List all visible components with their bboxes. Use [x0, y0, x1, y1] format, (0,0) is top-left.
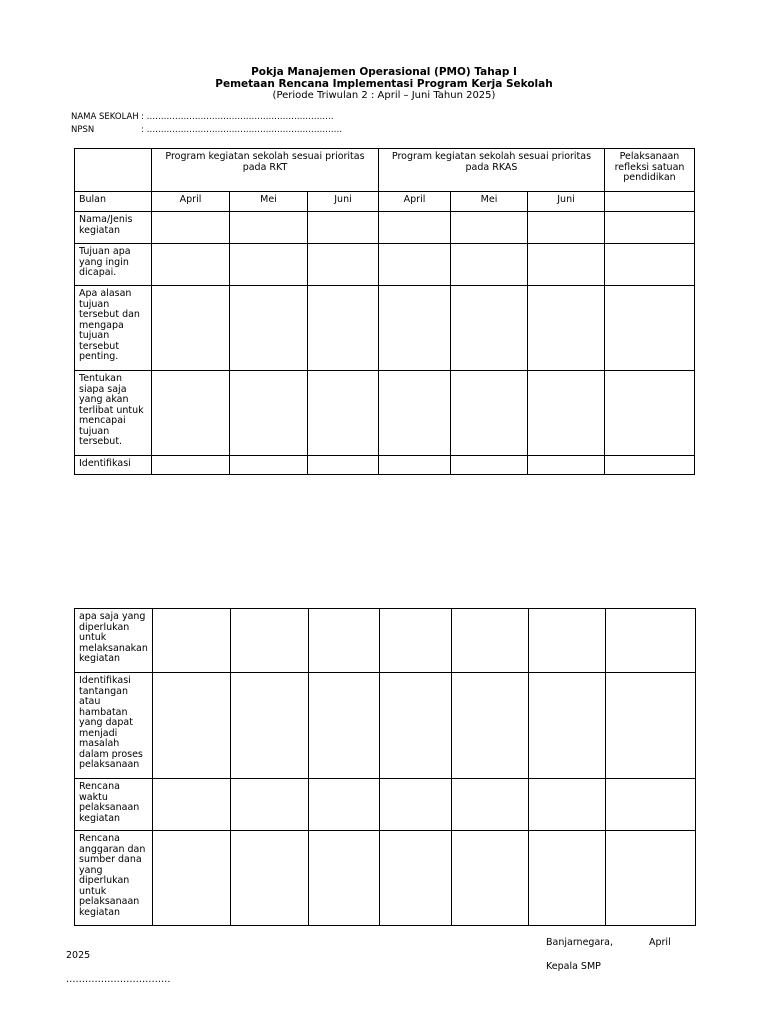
- month-reflection-cell: [605, 192, 695, 212]
- empty-cell[interactable]: [605, 456, 695, 475]
- npsn-field: [71, 125, 342, 136]
- empty-cell[interactable]: [528, 456, 605, 475]
- table-row: [75, 286, 695, 371]
- empty-cell[interactable]: [230, 244, 308, 286]
- row-label: Rencana anggaran dan sumber dana yang diperlukan untuk pelaksanaan kegiatan: [75, 831, 153, 926]
- school-name-label: NAMA SEKOLAH: [71, 112, 139, 122]
- empty-cell[interactable]: [528, 371, 605, 456]
- row-label: apa saja yang diperlukan untuk melaksanakan kegiatan: [75, 609, 153, 673]
- empty-cell[interactable]: [308, 286, 379, 371]
- empty-cell[interactable]: [230, 673, 308, 779]
- empty-cell[interactable]: [451, 456, 528, 475]
- empty-cell[interactable]: [230, 609, 308, 673]
- empty-cell[interactable]: [605, 212, 695, 244]
- empty-cell[interactable]: [152, 779, 230, 831]
- empty-cell[interactable]: [605, 609, 695, 673]
- table-row: [75, 609, 696, 673]
- row-label: Identifikasi tantangan atau hambatan yang dapat menjadi masalah dalam proses pelaksanaan: [75, 673, 153, 779]
- empty-cell[interactable]: [379, 212, 451, 244]
- empty-cell[interactable]: [451, 286, 528, 371]
- empty-cell[interactable]: [308, 244, 379, 286]
- empty-cell[interactable]: [152, 286, 230, 371]
- empty-cell[interactable]: [152, 244, 230, 286]
- program-table-page2: [74, 608, 696, 926]
- program-table-page1: [74, 148, 695, 475]
- empty-cell[interactable]: [528, 831, 605, 926]
- table-row: [75, 212, 695, 244]
- month-rkt-april: April: [152, 192, 230, 212]
- signature-role: Kepala SMP: [546, 961, 601, 972]
- empty-cell[interactable]: [230, 371, 308, 456]
- empty-cell[interactable]: [152, 212, 230, 244]
- month-rkt-mei: Mei: [230, 192, 308, 212]
- empty-cell[interactable]: [152, 371, 230, 456]
- empty-cell[interactable]: [605, 244, 695, 286]
- table-row: [75, 779, 696, 831]
- empty-cell[interactable]: [152, 673, 230, 779]
- empty-cell[interactable]: [308, 456, 379, 475]
- school-name-value: : …………………………………………………………: [141, 112, 334, 122]
- empty-cell[interactable]: [528, 244, 605, 286]
- empty-cell[interactable]: [451, 244, 528, 286]
- document-period: (Periode Triwulan 2 : April – Juni Tahun 2025): [272, 90, 496, 101]
- empty-cell[interactable]: [451, 371, 528, 456]
- table-header-row: [75, 149, 695, 192]
- table-row: [75, 371, 695, 456]
- empty-cell[interactable]: [379, 456, 451, 475]
- empty-cell[interactable]: [528, 673, 605, 779]
- empty-cell[interactable]: [605, 831, 695, 926]
- empty-cell[interactable]: [230, 456, 308, 475]
- table-month-row: [75, 192, 695, 212]
- signature-name-dots: ……………………………: [66, 974, 171, 985]
- signature-year: 2025: [66, 950, 91, 961]
- header-reflection: Pelaksanaan refleksi satuan pendidikan: [605, 149, 695, 192]
- empty-cell[interactable]: [152, 456, 230, 475]
- month-rkas-juni: Juni: [528, 192, 605, 212]
- empty-cell[interactable]: [379, 779, 451, 831]
- row-label: Tentukan siapa saja yang akan terlibat untuk mencapai tujuan tersebut.: [75, 371, 152, 456]
- npsn-label: NPSN: [71, 125, 95, 135]
- row-label: Tujuan apa yang ingin dicapai.: [75, 244, 152, 286]
- empty-cell[interactable]: [605, 371, 695, 456]
- row-label: Apa alasan tujuan tersebut dan mengapa tujuan tersebut penting.: [75, 286, 152, 371]
- empty-cell[interactable]: [379, 609, 451, 673]
- empty-cell[interactable]: [451, 673, 528, 779]
- row-label: Nama/Jenis kegiatan: [75, 212, 152, 244]
- header-rkas: Program kegiatan sekolah sesuai prioritas pada RKAS: [379, 149, 605, 192]
- document-subtitle: Pemetaan Rencana Implementasi Program Kerja Sekolah: [215, 78, 553, 90]
- table-row: [75, 456, 695, 475]
- header-corner-cell: [75, 149, 152, 192]
- empty-cell[interactable]: [308, 371, 379, 456]
- empty-cell[interactable]: [451, 831, 528, 926]
- table-row: [75, 831, 696, 926]
- month-rkas-april: April: [379, 192, 451, 212]
- empty-cell[interactable]: [152, 831, 230, 926]
- empty-cell[interactable]: [152, 609, 230, 673]
- empty-cell[interactable]: [308, 212, 379, 244]
- month-rkt-juni: Juni: [308, 192, 379, 212]
- row-label: Rencana waktu pelaksanaan kegiatan: [75, 779, 153, 831]
- empty-cell[interactable]: [528, 212, 605, 244]
- row-label: Identifikasi: [75, 456, 152, 475]
- empty-cell[interactable]: [308, 673, 379, 779]
- empty-cell[interactable]: [230, 212, 308, 244]
- empty-cell[interactable]: [605, 286, 695, 371]
- table-row: [75, 673, 696, 779]
- empty-cell[interactable]: [379, 244, 451, 286]
- empty-cell[interactable]: [451, 212, 528, 244]
- empty-cell[interactable]: [379, 371, 451, 456]
- row-label-bulan: Bulan: [75, 192, 152, 212]
- empty-cell[interactable]: [528, 286, 605, 371]
- signature-month: April: [649, 937, 671, 948]
- month-rkas-mei: Mei: [451, 192, 528, 212]
- empty-cell[interactable]: [230, 779, 308, 831]
- empty-cell[interactable]: [230, 831, 308, 926]
- empty-cell[interactable]: [308, 779, 379, 831]
- empty-cell[interactable]: [451, 779, 528, 831]
- signature-place: Banjarnegara,: [546, 937, 614, 948]
- empty-cell[interactable]: [308, 609, 379, 673]
- empty-cell[interactable]: [379, 673, 451, 779]
- header-rkt: Program kegiatan sekolah sesuai prioritas pada RKT: [152, 149, 379, 192]
- empty-cell[interactable]: [308, 831, 379, 926]
- empty-cell[interactable]: [605, 779, 695, 831]
- table-row: [75, 244, 695, 286]
- empty-cell[interactable]: [379, 831, 451, 926]
- empty-cell[interactable]: [451, 609, 528, 673]
- empty-cell[interactable]: [528, 609, 605, 673]
- empty-cell[interactable]: [230, 286, 308, 371]
- document-title: Pokja Manajemen Operasional (PMO) Tahap I: [251, 66, 517, 78]
- empty-cell[interactable]: [605, 673, 695, 779]
- empty-cell[interactable]: [528, 779, 605, 831]
- npsn-value: : ……………………………………………………………: [141, 125, 343, 135]
- school-name-field: [71, 112, 334, 123]
- empty-cell[interactable]: [379, 286, 451, 371]
